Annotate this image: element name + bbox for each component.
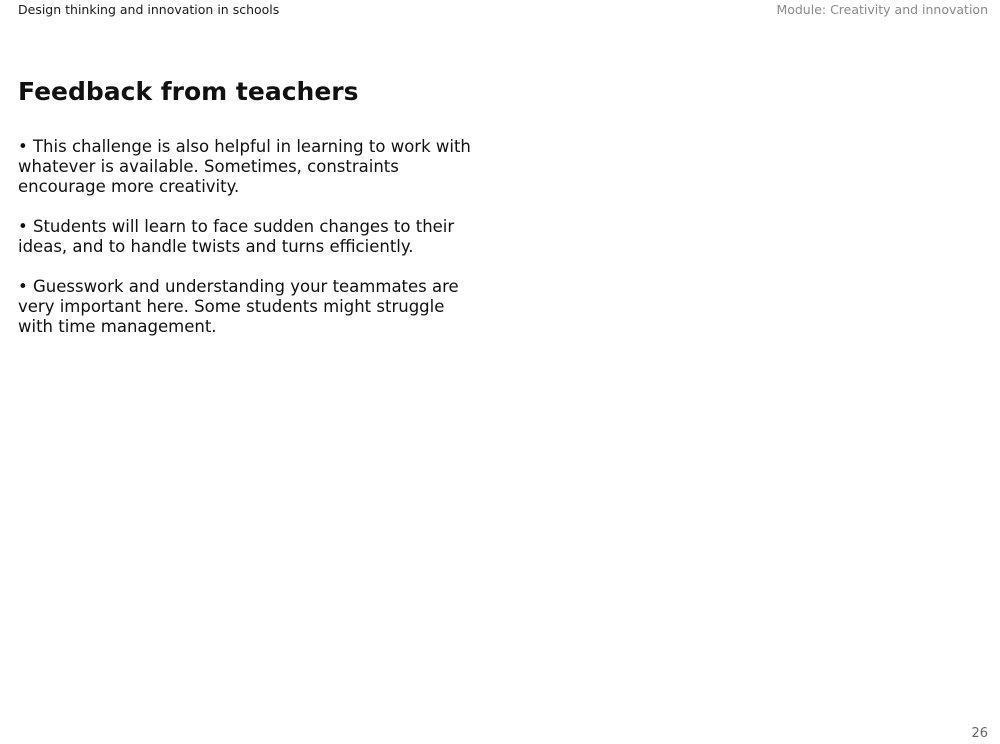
feedback-item-teamwork: • Guesswork and understanding your teammates are very important here. Some students might struggle with time management. xyxy=(18,277,459,336)
feedback-item-sudden-changes: • Students will learn to face sudden changes to their ideas, and to handle twists and turns efficiently. xyxy=(18,217,455,256)
feedback-list xyxy=(18,137,473,357)
page-title: Feedback from teachers xyxy=(18,77,359,106)
header-module-title: Module: Creativity and innovation xyxy=(776,2,988,17)
header-course-title: Design thinking and innovation in schools xyxy=(18,2,280,17)
feedback-item-constraints: • This challenge is also helpful in learning to work with whatever is available. Sometimes, constraints encourage more creativity. xyxy=(18,137,471,196)
page-number: 26 xyxy=(971,726,988,741)
